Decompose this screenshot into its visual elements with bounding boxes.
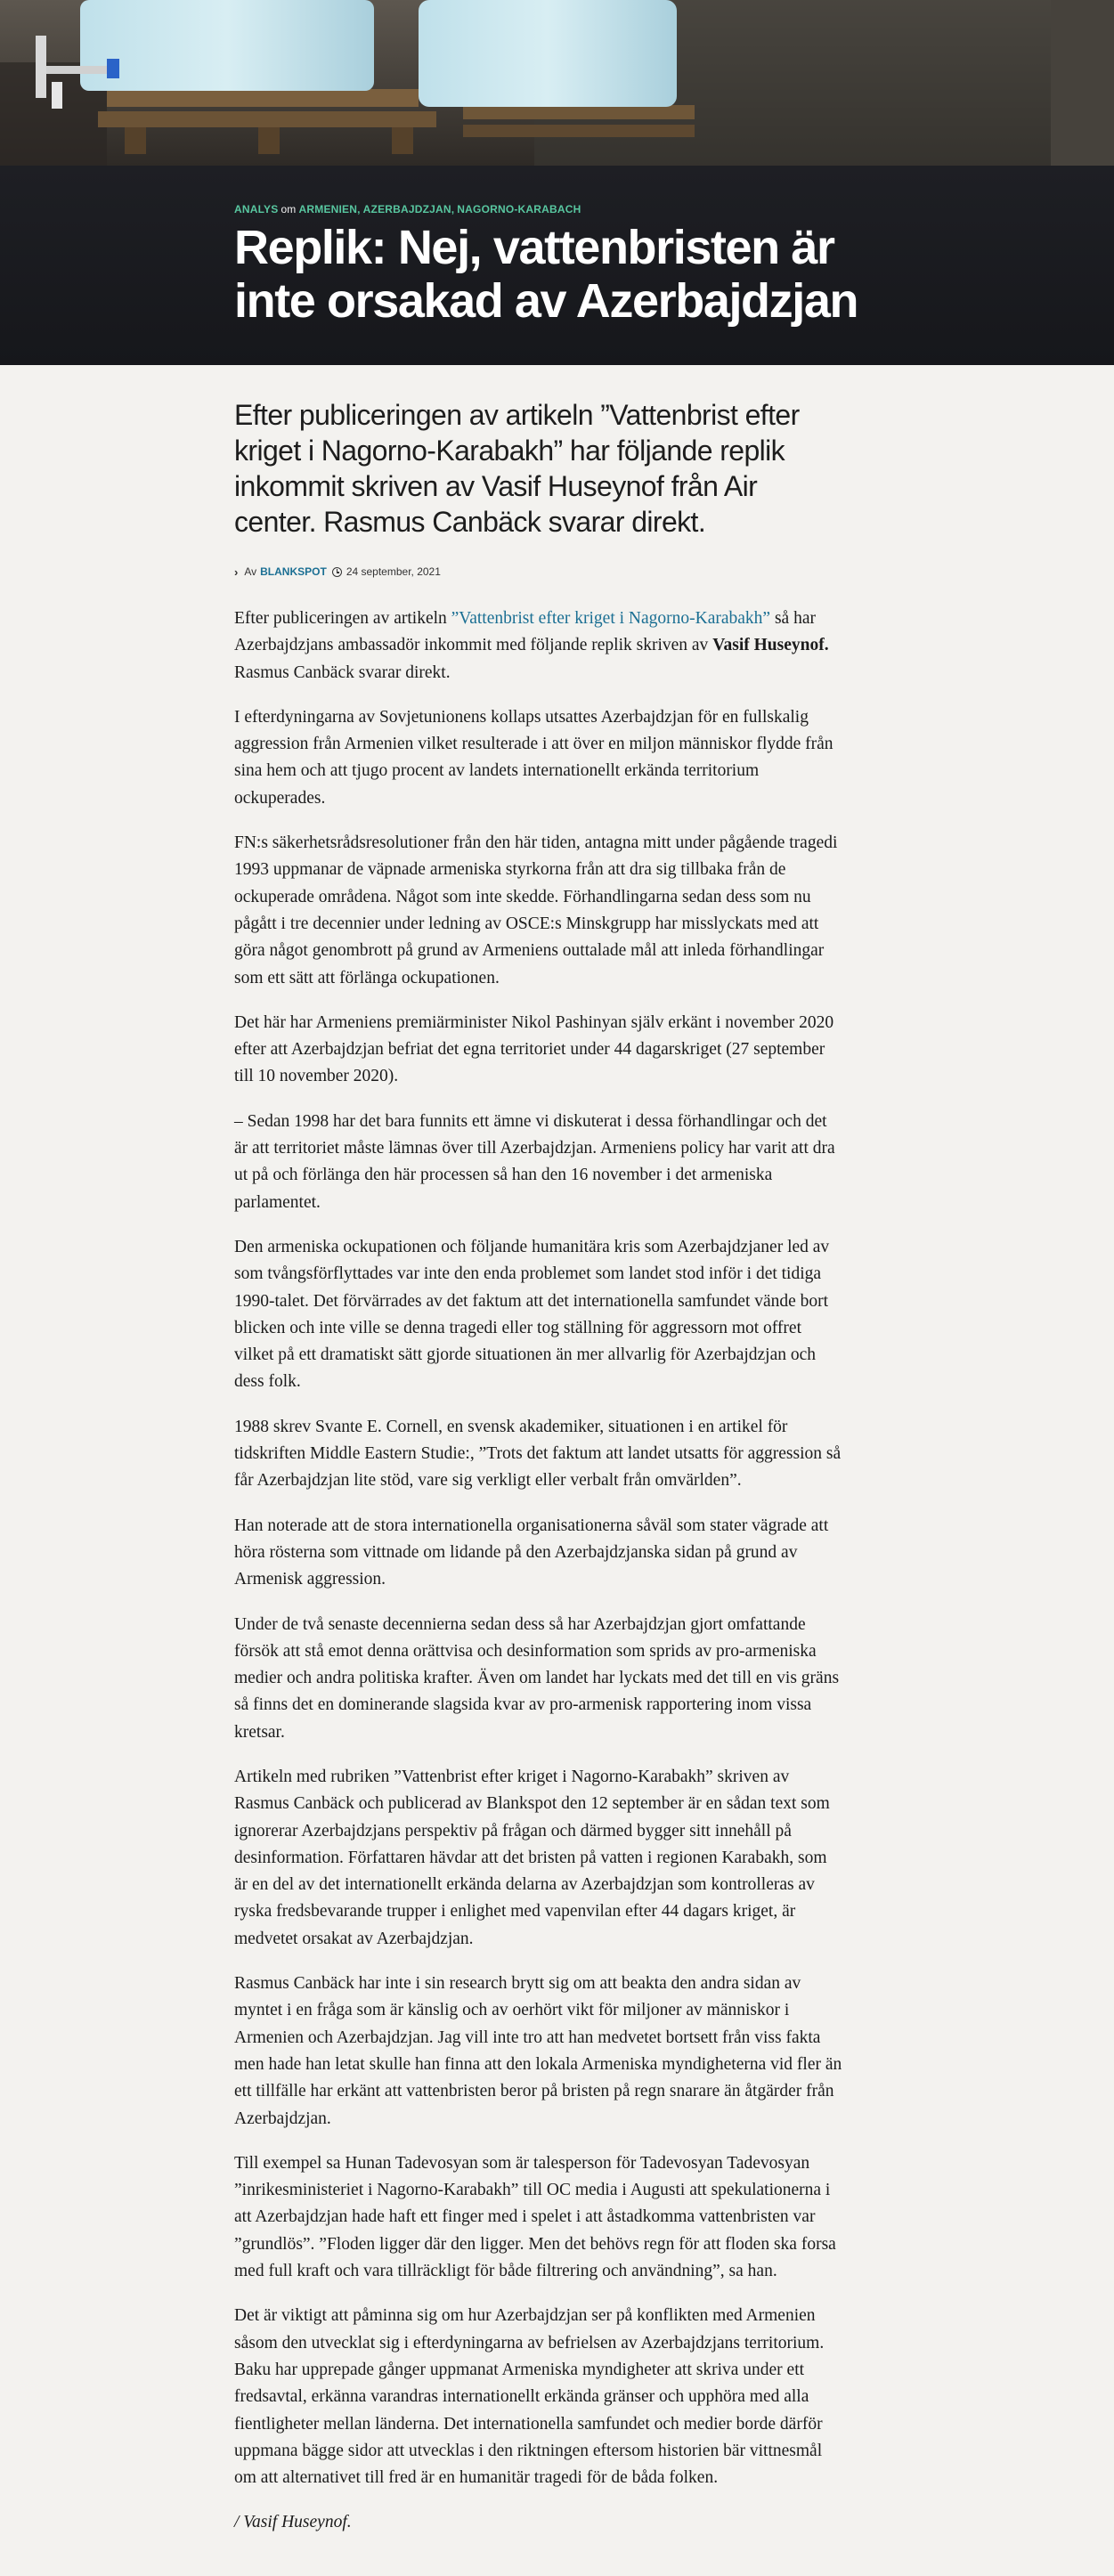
article-paragraph: Han noterade att de stora internationella organisationerna såväl som stater vägrade att höra rösterna som vittnade om lidande på den Azerbajdzjanska sidan på grund av Armenisk aggression. [234, 1516, 829, 1589]
article-paragraph: Rasmus Canbäck har inte i sin research brytt sig om att beakta den andra sidan av myntet i en fråga som är känslig och av oerhört vikt för miljoner av människor i Armenien och Azerbajdzjan. Jag vill inte tro att han medvetet bortsett från viss fakta men hade han letat skulle han finna att den lokala Armeniska myndigheterna vid fler än ett tillfälle har erkänt att vattenbristen beror på bristen på regn snarare än åtgärder från Azerbajdzjan. [234, 1974, 842, 2128]
article-paragraph-intro [234, 605, 844, 687]
intro-text: Efter publiceringen av artikeln [234, 609, 451, 628]
kicker-tag-armenien[interactable]: ARMENIEN [298, 203, 358, 215]
article-paragraph: 1988 skrev Svante E. Cornell, en svensk akademiker, situationen i en artikel för tidskriften Middle Eastern Studie:, ”Trots det faktum att landet utsatts för aggression så får Azerbajdzjan lite stöd, vare sig verkligt eller verbalt från omvärlden”. [234, 1417, 842, 1491]
article-lead: Efter publiceringen av artikeln ”Vattenbrist efter kriget i Nagorno-Karabakh” har följande replik inkommit skriven av Vasif Huseynof från Air center. Rasmus Canbäck svarar direkt. [234, 399, 800, 538]
chevron-right-icon: › [234, 565, 239, 579]
article-paragraph: – Sedan 1998 har det bara funnits ett ämne vi diskuterat i dessa förhandlingar och det är att territoriet måste lämnas över till Azerbajdzjan. Armeniens policy har varit att dra ut på och förlänga den här processen så han den 16 november i det armeniska parlamentet. [234, 1111, 835, 1212]
clock-icon [332, 567, 342, 577]
kicker-type[interactable]: ANALYS [234, 203, 279, 215]
kicker-separator: , [357, 203, 361, 215]
intro-text: Rasmus Canbäck svarar direkt. [234, 636, 838, 682]
article-paragraph: Till exempel sa Hunan Tadevosyan som är talesperson för Tadevosyan Tadevosyan ”inrikesministeriet i Nagorno-Karabakh” till OC media i Augusti att spekulationerna i att Azerbajdzjan hade haft ett finger med i spelet i att åstadkomma vattenbristen var ”grundlös”. ”Floden ligger där den ligger. Men det behövs regn för att floden ska forsa med full kraft och vara tillräckligt för både filtrering och användning”, sa han. [234, 2153, 836, 2281]
kicker-separator: , [451, 203, 455, 215]
publish-date: 24 september, 2021 [346, 565, 441, 578]
article-paragraph: Det är viktigt att påminna sig om hur Azerbajdzjan ser på konflikten med Armenien såsom den utvecklat sig i efterdyningarna av befrielsen av Azerbajdzjans territorium. Baku har upprepade gånger uppmanat Armeniska myndigheter att skriva under ett fredsavtal, erkänna varandras internationellt erkända gränser och upphöra med alla fientligheter mellan länderna. Det internationella samfundet och medier borde därför uppmana bägge sidor att utvecklas i den riktningen eftersom historien bär vittnesmål om att alternativet till fred är en humanitär tragedi för de båda folken. [234, 2306, 825, 2488]
article-paragraph: Under de två senaste decennierna sedan dess så har Azerbajdzjan gjort omfattande försök att stå emot denna orättvisa och desinformation som sprids av pro-armeniska medier och andra politiska krafter. Även om landet har lyckats med det till en vis gräns så finns det en dominerande slagsida kvar av pro-armenisk rapportering inom vissa kretsar. [234, 1614, 840, 1742]
article-paragraph: Artikeln med rubriken ”Vattenbrist efter kriget i Nagorno-Karabakh” skriven av Rasmus Canbäck och publicerad av Blankspot den 12 september är en sådan text som ignorerar Azerbajdzjans perspektiv på frågan och därmed bygger sitt innehåll på desinformation. Författaren hävdar att det bristen på vatten i regionen Karabakh, som är en del av det internationellt erkända delarna av Azerbajdzjan som kontrolleras av ryska fredsbevarande trupper i enlighet med vapenvilan efter 44 dagars kriget, är medvetet orsakat av Azerbajdzjan. [234, 1767, 830, 1948]
article-signature: / Vasif Huseynof. [234, 2513, 352, 2532]
article-paragraph: FN:s säkerhetsrådsresolutioner från den här tiden, antagna mitt under pågående tragedi 1993 uppmanar de väpnade armeniska styrkorna från att dra sig tillbaka från de ockuperade områdena. Något som inte skedde. Förhandlingarna sedan dess som nu pågått i tre decennier under ledning av OSCE:s Minskgrupp har misslyckats med att göra något genombrott på grund av Armeniens outtalade mål att inleda förhandlingar som ett sätt att förlänga ockupationen. [234, 833, 838, 987]
article-content [234, 397, 844, 2555]
hero-photo [0, 0, 1114, 166]
replik-author-name: Vasif Huseynof. [712, 636, 829, 655]
article-title: Replik: Nej, vattenbristen är inte orsakad av Azerbajdzjan [234, 221, 858, 328]
hero-photo-illustration [0, 0, 1114, 166]
intro-text: så har Azerbajdzjans ambassadör inkommit med följande replik skriven av [234, 609, 816, 655]
kicker-connector: om [281, 203, 297, 215]
author-link[interactable]: BLANKSPOT [260, 565, 327, 578]
kicker-tag-azerbajdzjan[interactable]: AZERBAJDZJAN [362, 203, 451, 215]
kicker-tag-nagorno-karabach[interactable]: NAGORNO-KARABACH [457, 203, 581, 215]
article-kicker [234, 203, 581, 215]
byline-prefix: Av [244, 565, 257, 578]
article-paragraph: I efterdyningarna av Sovjetunionens kollaps utsattes Azerbajdzjan för en fullskalig aggression från Armenien vilket resulterade i att över en miljon människor flydde från sina hem och att tjugo procent av landets internationellt erkända territorium ockuperades. [234, 707, 833, 808]
article-hero [0, 0, 1114, 365]
article-body [234, 605, 844, 2537]
article-paragraph: Den armeniska ockupationen och följande humanitära kris som Azerbajdzjaner led av som tvångsförflyttades var inte den enda problemet som landet stod inför i det tidiga 1990-talet. Det förvärrades av det faktum att det internationella samfundet vände bort blicken och inte ville se denna tragedi eller tog ställning för aggressorn mot offret vilket på ett dramatiskt sätt gjorde situationen än mer allvarlig för Azerbajdzjan och dess folk. [234, 1237, 830, 1392]
article-paragraph: Det här har Armeniens premiärminister Nikol Pashinyan själv erkänt i november 2020 efter att Azerbajdzjan befriat det egna territoriet under 44 dagarskriget (27 september till 10 november 2020). [234, 1012, 834, 1086]
referenced-article-link[interactable]: ”Vattenbrist efter kriget i Nagorno-Karabakh” [451, 609, 771, 628]
article-byline [234, 565, 844, 579]
